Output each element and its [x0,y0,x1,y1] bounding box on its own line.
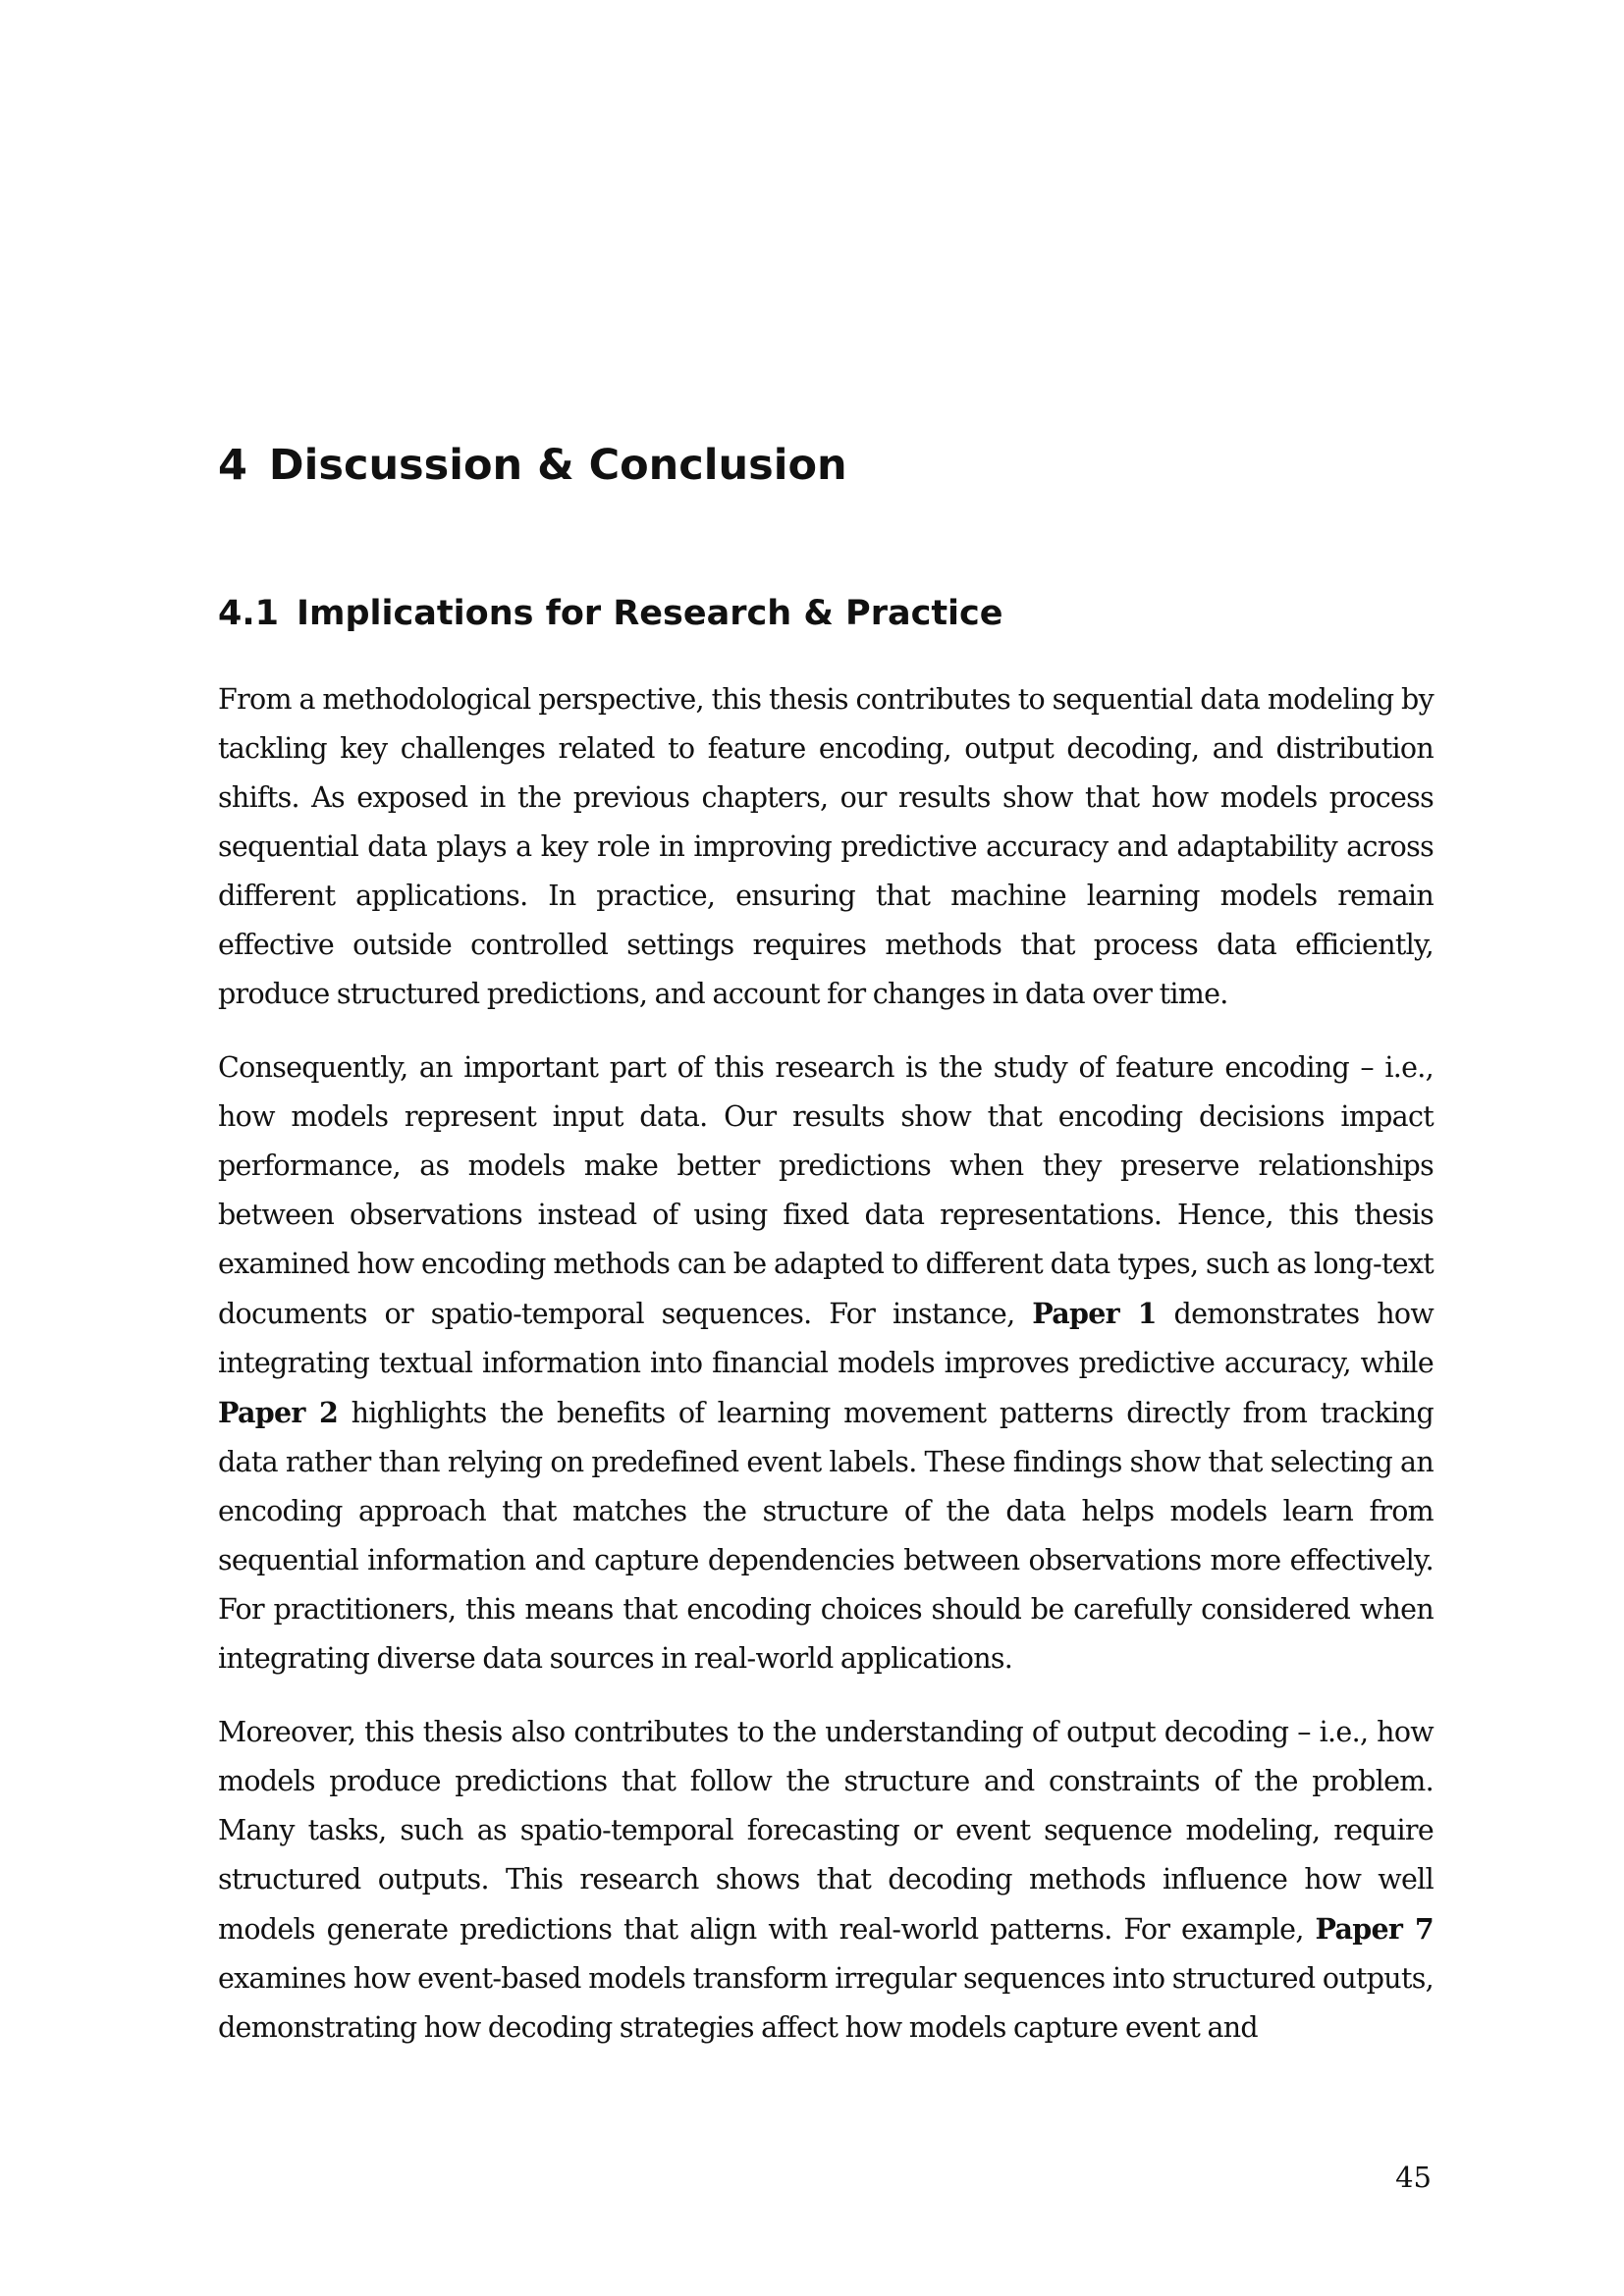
paragraph-methodology: From a methodological perspective, this thesis contributes to sequential data modeling by tackling key challenges related to feature encoding, output decoding, and distribution shifts. As exposed in the previous chapters, our results show that how models process sequential data plays a key role in improving predictive accuracy and adaptability across different applications. In practice, ensuring that machine learning models remain effective outside controlled settings requires methods that process data efficiently, produce structured predictions, and account for changes in data over time. [218,683,1434,1010]
chapter-heading [218,436,847,495]
chapter-number: 4 [218,441,247,490]
section-title: Implications for Research & Practice [297,594,1003,633]
page-number: 45 [1395,2161,1432,2194]
paragraph-output-decoding [218,1708,1434,2053]
section-heading [218,589,1003,638]
paper-reference: Paper 2 [218,1396,339,1429]
body-text [218,675,1434,2077]
section-number: 4.1 [218,594,280,633]
paragraph-feature-encoding [218,1043,1434,1683]
paragraph-text: Consequently, an important part of this research is the study of feature encoding – i.e., how models represent input data. Our results show that encoding decisions impact performance, as models make better predictions when they preserve relationships between observations instead of using fixed data representations. Hence, this thesis examined how encoding methods can be adapted to different data types, such as long-text documents or spatio-temporal sequences. For instance, [218,1051,1434,1330]
paragraph-text: Moreover, this thesis also contributes to the understanding of output decoding – i.e., how models produce predictions that follow the structure and constraints of the problem. Many tasks, such as spatio-temporal forecasting or event sequence modeling, require structured outputs. This research shows that decoding methods influence how well models generate predictions that align with real-world patterns. For example, [218,1716,1434,1946]
chapter-title: Discussion & Conclusion [268,441,847,490]
paragraph-text: examines how event-based models transform irregular sequences into structured outputs, demonstrating how decoding strategies affect how models capture event and [218,1962,1434,2044]
paper-reference: Paper 7 [1315,1912,1434,1946]
paragraph-text: demonstrates how integrating textual information into financial models improves predictive accuracy, while [218,1298,1435,1379]
paragraph-text: highlights the benefits of learning movement patterns directly from tracking data rather than relying on predefined event labels. These findings show that selecting an encoding approach that matches the structure of the data helps models learn from sequential information and capture dependencies between observations more effectively. For practitioners, this means that encoding choices should be carefully considered when integrating diverse data sources in real-world applications. [218,1397,1434,1675]
paper-reference: Paper 1 [1032,1297,1157,1330]
